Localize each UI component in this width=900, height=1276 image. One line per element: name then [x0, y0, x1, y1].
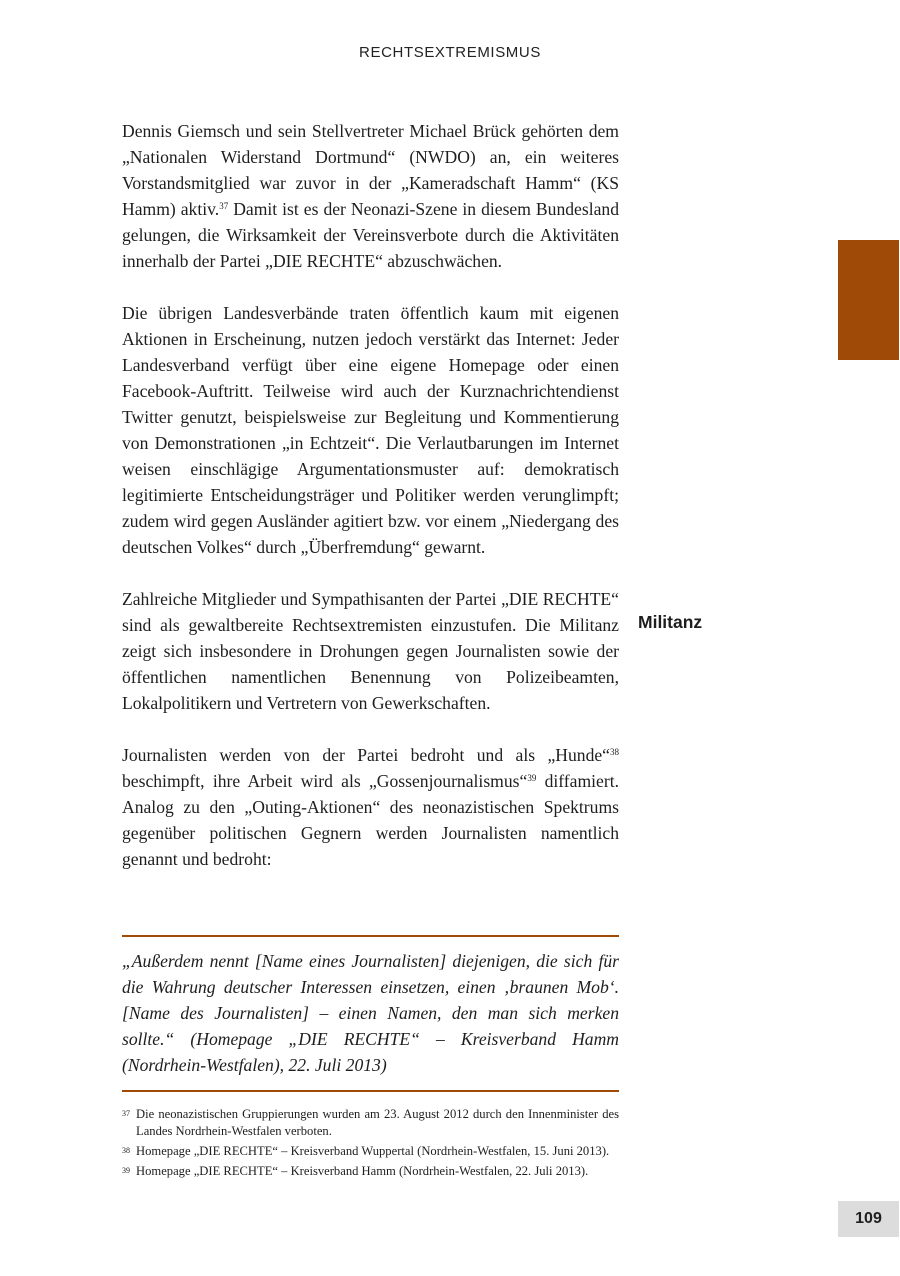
- chapter-tab-marker: [838, 240, 899, 360]
- footnote-ref-39[interactable]: 39: [527, 773, 537, 783]
- paragraph-1-text-b: Damit ist es der Neonazi-Szene in diesem Bundesland gelungen, die Wirksamkeit der Vereinsverbote durch die Aktivitäten innerhalb der Partei „DIE RECHTE“ abzuschwächen.: [122, 199, 620, 271]
- quote-rule-bottom: [122, 1090, 619, 1092]
- footnote-ref-38[interactable]: 38: [610, 747, 619, 757]
- footnote-text: Homepage „DIE RECHTE“ – Kreisverband Hamm (Nordrhein-Westfalen, 22. Juli 2013).: [136, 1164, 589, 1178]
- block-quote: „Außerdem nennt [Name eines Journalisten] diejenigen, die sich für die Wahrung deutscher Interessen einsetzen, einen ‚braunen Mob‘. [Name des Journalisten] – einen Namen, den man sich merken sollte.“ (Homepage „DIE RECHTE“ – Kreisverband Hamm (Nordrhein-Westfalen), 22. Juli 2013): [122, 951, 619, 1075]
- footnote-text: Die neonazistischen Gruppierungen wurden am 23. August 2012 durch den Innenminister des Landes Nordrhein-Westfalen verboten.: [136, 1107, 619, 1138]
- paragraph-4-text-b: beschimpft, ihre Arbeit wird als „Gossenjournalismus“: [122, 771, 528, 791]
- paragraph-4: [122, 742, 619, 872]
- paragraph-1-text-a: Dennis Giemsch und sein Stellvertreter Michael Brück gehörten dem „Nationalen Widerstand Dortmund“ (NWDO) an, ein weiteres Vorstandsmitglied war zuvor in der „Kameradschaft Hamm“ (KS Hamm) aktiv.: [122, 121, 619, 219]
- footnote-37: [122, 1106, 619, 1140]
- paragraph-4-text-c: diffamiert. Analog zu den „Outing-Aktionen“ des neonazistischen Spektrums gegenüber politischen Gegnern werden Journalisten namentlich genannt und bedroht:: [122, 771, 619, 869]
- footnotes: [122, 1106, 619, 1183]
- page-number: 109: [838, 1201, 899, 1237]
- paragraph-4-text-a: Journalisten werden von der Partei bedroht und als „Hunde“: [122, 745, 610, 765]
- body-text: [122, 118, 619, 898]
- margin-note-militanz: Militanz: [638, 612, 703, 632]
- running-header: RECHTSEXTREMISMUS: [359, 44, 541, 61]
- footnote-text: Homepage „DIE RECHTE“ – Kreisverband Wuppertal (Nordrhein-Westfalen, 15. Juni 2013).: [136, 1144, 610, 1158]
- footnote-ref-37[interactable]: 37: [219, 201, 229, 211]
- footnote-number: 39: [122, 1166, 130, 1175]
- paragraph-1: [122, 118, 619, 274]
- paragraph-2: Die übrigen Landesverbände traten öffentlich kaum mit eigenen Aktionen in Erscheinung, nutzen jedoch verstärkt das Internet: Jeder Landesverband verfügt über eine eigene Homepage oder einen Facebook-Auftritt. Teilweise wird auch der Kurznachrichtendienst Twitter genutzt, beispielsweise zur Begleitung und Kommentierung von Demonstrationen „in Echtzeit“. Die Verlautbarungen im Internet weisen einschlägige Argumentationsmuster auf: demokratisch legitimierte Entscheidungsträger und Politiker werden verunglimpft; zudem wird gegen Ausländer agitiert bzw. vor einem „Niedergang des deutschen Volkes“ durch „Überfremdung“ gewarnt.: [122, 303, 619, 557]
- footnote-38: [122, 1143, 619, 1160]
- footnote-number: 38: [122, 1146, 130, 1155]
- quote-rule-top: [122, 935, 619, 937]
- footnote-number: 37: [122, 1109, 130, 1118]
- footnote-39: [122, 1163, 619, 1180]
- paragraph-3: Zahlreiche Mitglieder und Sympathisanten der Partei „DIE RECHTE“ sind als gewaltbereite Rechtsextremisten einzustufen. Die Militanz zeigt sich insbesondere in Drohungen gegen Journalisten sowie der öffentlichen namentlichen Benennung von Polizeibeamten, Lokalpolitikern und Vertretern von Gewerkschaften.: [122, 589, 619, 713]
